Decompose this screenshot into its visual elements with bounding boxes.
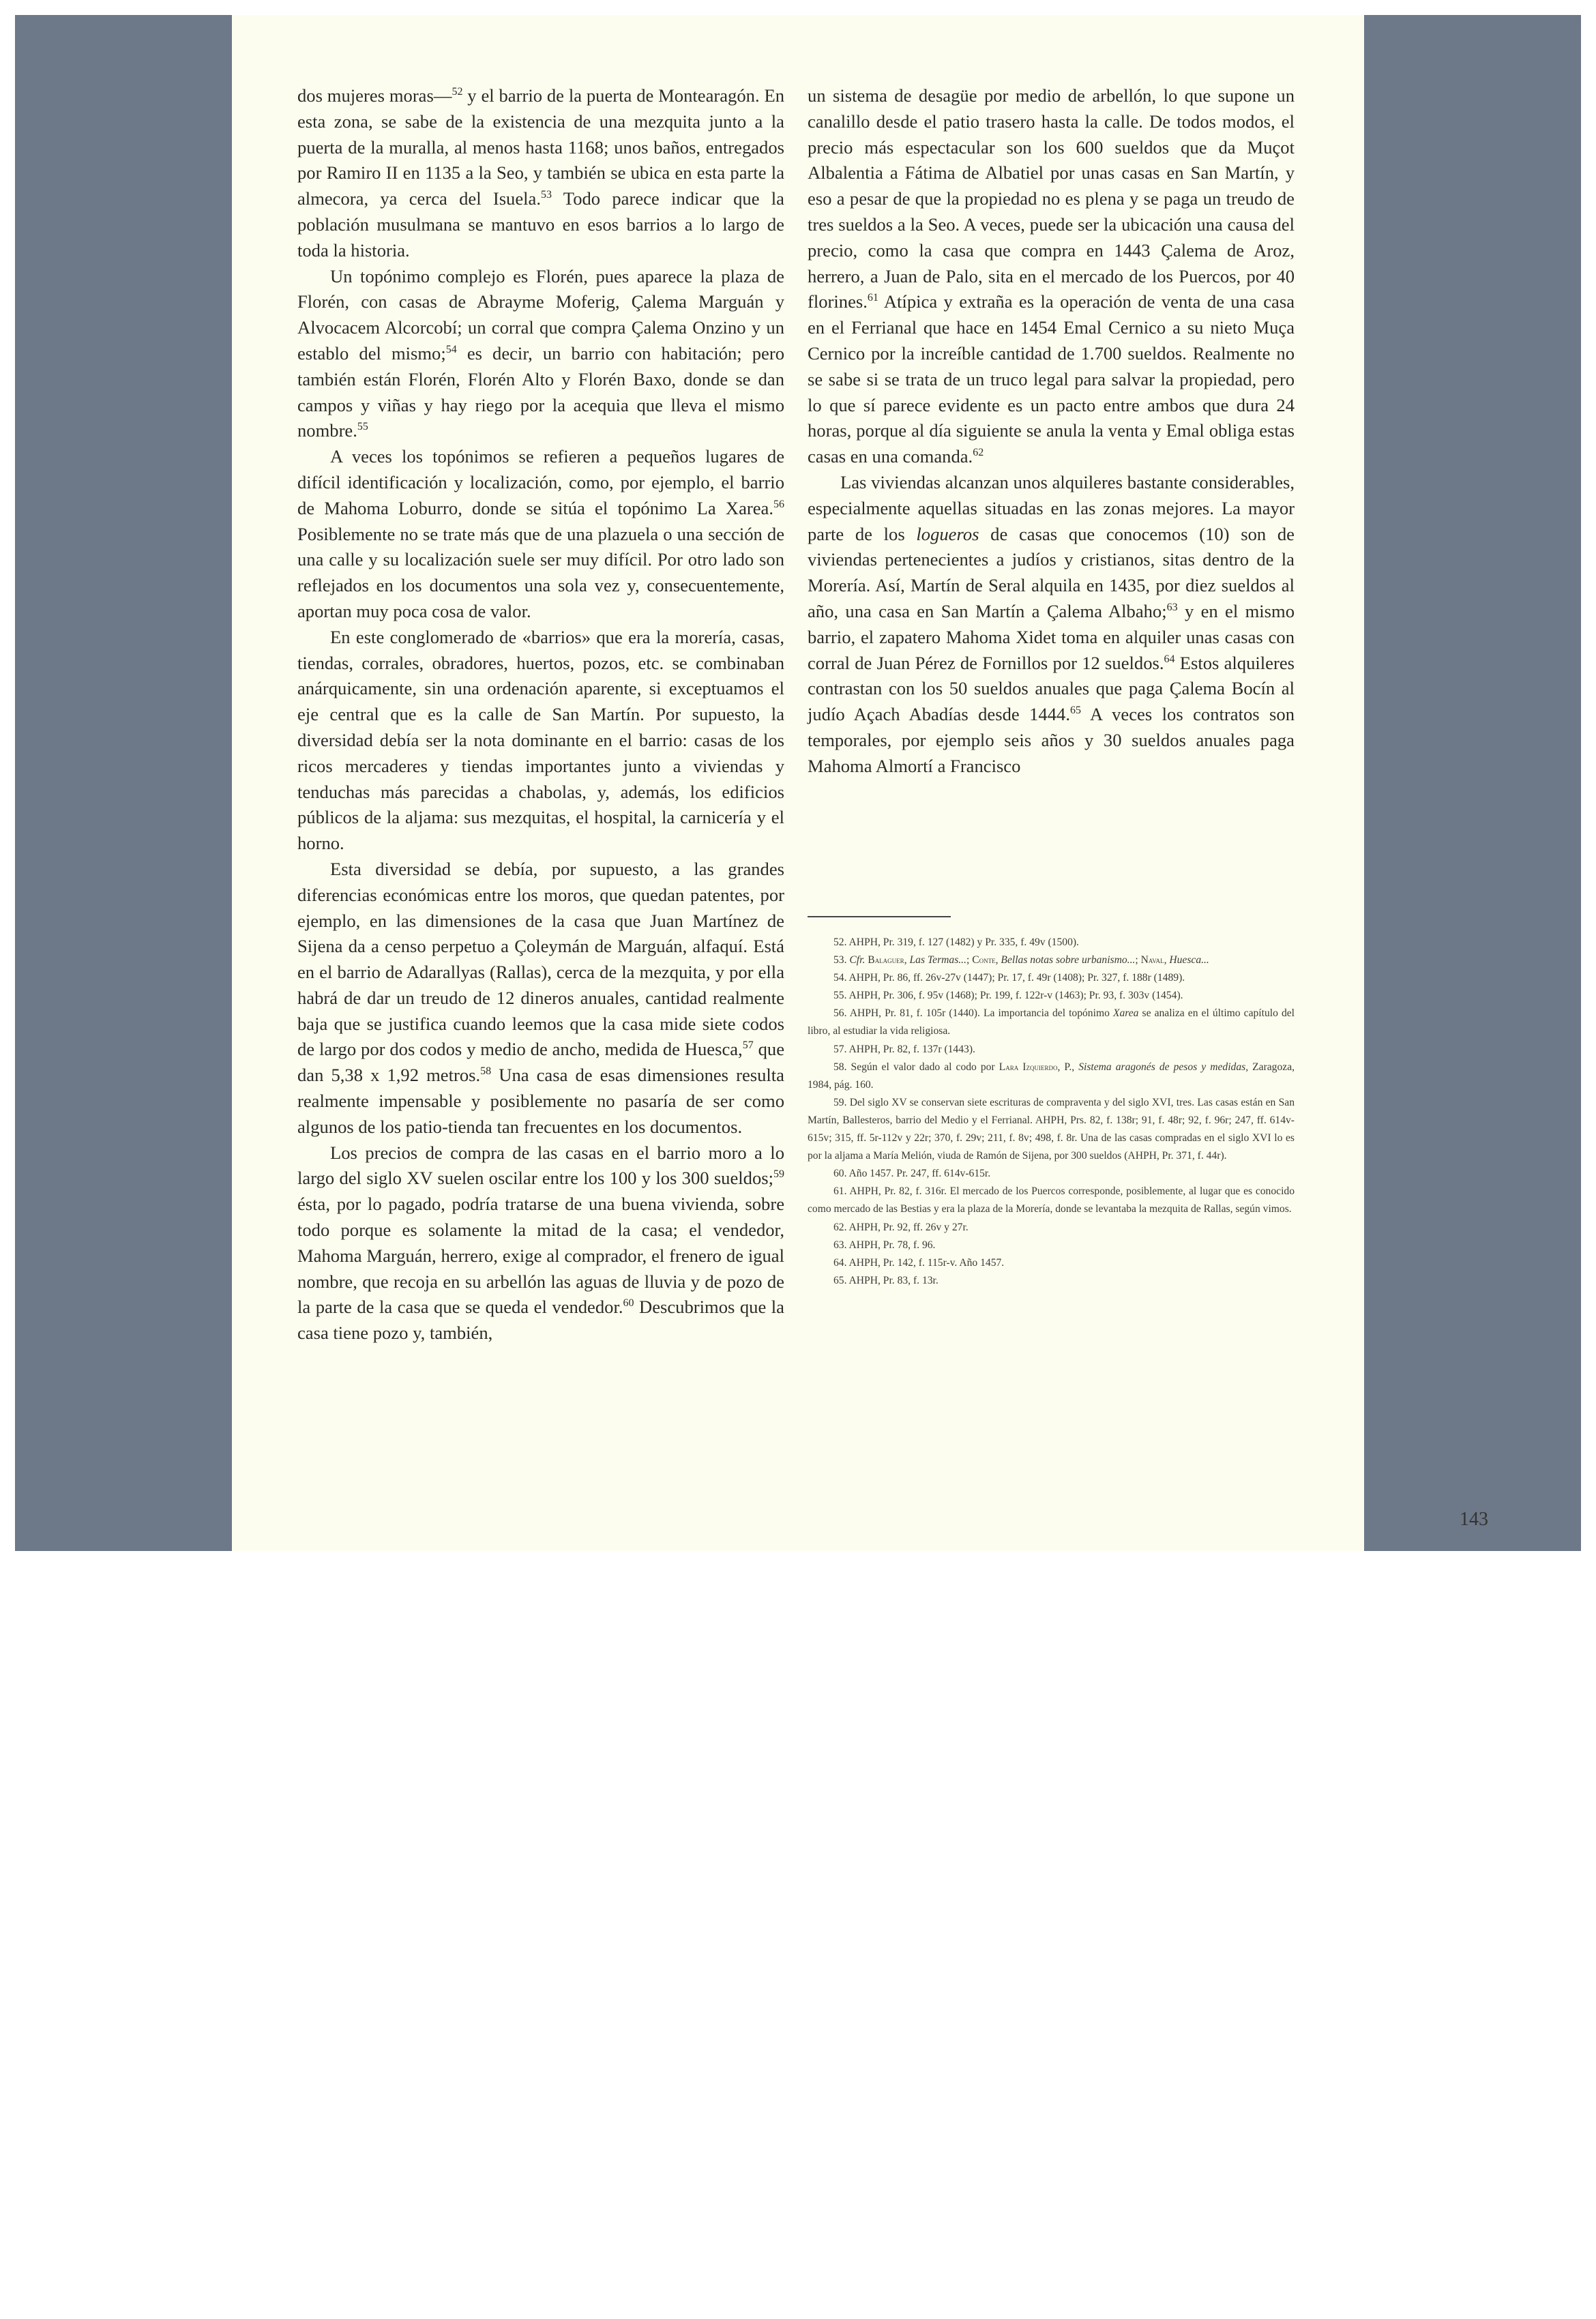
footnote — [808, 987, 1295, 1005]
text-run: 52. AHPH, Pr. 319, f. 127 (1482) y Pr. 335, f. 49v (1500). — [833, 936, 1079, 948]
text-run: 61. AHPH, Pr. 82, f. 316r. El mercado de los Puercos corresponde, posiblemente, al lugar que es conocido como mercado de las Bestias y era la plaza de la Morería, donde se levantaba la mezquita de Rallas, según vimos. — [808, 1185, 1295, 1215]
text-run: 57. AHPH, Pr. 82, f. 137r (1443). — [833, 1043, 975, 1055]
footnote-ref: 56 — [773, 498, 784, 510]
footnote — [808, 1237, 1295, 1254]
book-page — [232, 15, 1488, 1551]
text-run: Estos alquileres contrastan con los 50 sueldos anuales que paga Çalema Bocín al judío Açach Abadías desde 1444. — [808, 652, 1295, 725]
text-run: 64. AHPH, Pr. 142, f. 115r-v. Año 1457. — [833, 1256, 1005, 1269]
text-run: Las viviendas alcanzan unos alquileres bastante considerables, especialmente aquellas situadas en las zonas mejores. La mayor parte de los — [808, 471, 1295, 544]
footnote — [808, 1272, 1295, 1290]
text-run: Una casa de esas dimensiones resulta realmente impensable y posiblemente no pasaría de ser como algunos de los patio-tienda tan frecuentes en los documentos. — [297, 1065, 784, 1137]
footnote — [808, 1219, 1295, 1237]
right-column-paragraph — [808, 83, 1295, 470]
text-run: Atípica y extraña es la operación de venta de una casa en el Ferrianal que hace en 1454 Emal Cernico a su nieto Muça Cernico por la increíble cantidad de 1.700 sueldos. Realmente no se sabe si se trata de un truco legal para salvar la propiedad, pero lo que sí parece evidente es un pacto entre ambos que dura 24 horas, porque al día siguiente se anula la venta y Emal obliga estas casas en una comanda. — [808, 291, 1295, 467]
text-run: B — [865, 954, 875, 966]
text-run: , — [904, 954, 910, 966]
text-run: un sistema de desagüe por medio de arbellón, lo que supone un canalillo desde el patio trasero hasta la calle. De todos modos, el precio más espectacular son los 600 sueldos que da Muçot Albalentia a Fátima de Albatiel por unas casas en San Martín, y eso a pesar de que la propiedad no es plena y se paga un treudo de tres sueldos a la Seo. A veces, puede ser la ubicación una causa del precio, como la casa que compra en 1443 Çalema de Aroz, herrero, a Juan de Palo, sita en el mercado de los Puercos, por 40 florines. — [808, 85, 1295, 312]
small-caps-text: zquierdo — [1026, 1061, 1058, 1072]
text-run: , — [995, 954, 1001, 966]
left-column-paragraph — [297, 625, 784, 857]
footnote — [808, 969, 1295, 987]
text-run: A veces los contratos son temporales, por ejemplo seis años y 30 sueldos anuales paga Mahoma Almortí a Francisco — [808, 704, 1295, 776]
footnote — [808, 1094, 1295, 1165]
small-caps-text: onte — [979, 955, 996, 966]
left-column-paragraph — [297, 264, 784, 445]
text-run: 62. AHPH, Pr. 92, ff. 26v y 27r. — [833, 1221, 969, 1233]
small-caps-text: aval — [1148, 955, 1164, 966]
text-run: se analiza en el último capítulo del libro, al estudiar la vida religiosa. — [808, 1007, 1295, 1037]
text-run: 55. AHPH, Pr. 306, f. 95v (1468); Pr. 199, f. 122r-v (1463); Pr. 93, f. 303v (1454). — [833, 990, 1183, 1002]
footnote — [808, 951, 1295, 969]
small-caps-text: ara — [1005, 1061, 1019, 1072]
text-run: En este conglomerado de «barrios» que era la morería, casas, tiendas, corrales, obradores, huertos, pozos, etc. se combinaban anárquicamente, sin una ordenación aparente, si exceptuamos el eje central que es la calle de San Martín. Por supuesto, la diversidad debía ser la nota dominante en el barrio: casas de los ricos mercaderes y tiendas importantes junto a viviendas y tenduchas más parecidas a chabolas, y, además, los edificios públicos de la aljama: sus mezquitas, el hospital, la carnicería y el horno. — [297, 626, 784, 854]
footnote-ref: 62 — [973, 447, 984, 459]
text-run: , Zaragoza, 1984, pág. 160. — [808, 1061, 1295, 1091]
italic-text: Las Termas... — [909, 954, 966, 966]
text-run: 63. AHPH, Pr. 78, f. 96. — [833, 1239, 936, 1251]
italic-text: Huesca... — [1169, 954, 1209, 966]
text-run: es decir, un barrio con habitación; pero también están Florén, Florén Alto y Florén Baxo, donde se dan campos y viñas y hay riego por la acequia que lleva el mismo nombre. — [297, 342, 784, 441]
text-run: que dan 5,38 x 1,92 metros. — [297, 1039, 784, 1086]
text-run: Un topónimo complejo es Florén, pues aparece la plaza de Florén, con casas de Abrayme Moferig, Çalema Marguán y Alvocacem Alcorcobí; un corral que compra Çalema Onzino y un establo del mismo; — [297, 265, 784, 364]
text-run: , — [1164, 954, 1170, 966]
left-column-paragraph — [297, 857, 784, 1140]
footnote-ref: 65 — [1069, 705, 1081, 717]
italic-text: Xarea — [1112, 1007, 1139, 1020]
text-run: Todo parece indicar que la población musulmana se mantuvo en esos barrios a lo largo de toda la historia. — [297, 188, 784, 261]
text-run: Esta diversidad se debía, por supuesto, a las grandes diferencias económicas entre los moros, que quedan patentes, por ejemplo, en las dimensiones de la casa que Juan Martínez de Sijena da a censo perpetuo a Çoleymán de Marguán, alfaquí. Está en el barrio de Adarallyas (Rallas), cerca de la mezquita, y por ella habrá de dar un treudo de 12 dineros anuales, cantidad realmente baja que se justifica cuando leemos que la casa mide siete codos de largo por dos codos y medio de ancho, medida de Huesca, — [297, 858, 784, 1060]
footnote-ref: 60 — [623, 1297, 634, 1310]
text-run: , P., — [1057, 1061, 1079, 1073]
text-run: 59. Del siglo XV se conservan siete escrituras de compraventa y del siglo XVI, tres. Las casas están en San Martín, Ballesteros, barrio del Medio y el Ferrianal. AHPH, Prs. 82, f. 138r; 91, f. 48r; 92, f. 96r; 247, ff. 614v-615v; 315, ff. 5r-112v y 22r; 370, f. 29v; 211, f. 8v; 498, f. 8r. Una de las casas compradas en el siglo XVI lo es por la aljama a María Melión, viuda de Ramón de Sijena, por 300 sueldos (AHPH, Pr. 371, f. 44r). — [808, 1096, 1295, 1162]
text-run: 56. AHPH, Pr. 81, f. 105r (1440). La importancia del topónimo — [833, 1007, 1113, 1020]
text-run: ; C — [966, 954, 979, 966]
footnote-ref: 57 — [742, 1039, 754, 1052]
footnote-ref: 64 — [1164, 653, 1175, 665]
text-run: ; N — [1135, 954, 1149, 966]
footnote — [808, 1254, 1295, 1272]
text-run: 54. AHPH, Pr. 86, ff. 26v-27v (1447); Pr. 17, f. 49r (1408); Pr. 327, f. 188r (1489). — [833, 972, 1185, 984]
footnote-ref: 58 — [480, 1065, 492, 1078]
footnote-ref: 61 — [867, 292, 878, 304]
text-run: A veces los topónimos se refieren a pequeños lugares de difícil identificación y localización, como, por ejemplo, el barrio de Mahoma Loburro, donde se sitúa el topónimo La Xarea. — [297, 446, 784, 518]
text-run: Descubrimos que la casa tiene pozo y, también, — [297, 1297, 784, 1344]
footnote — [808, 1041, 1295, 1059]
footnote — [808, 934, 1295, 951]
footnotes — [808, 934, 1295, 1290]
footnote-ref: 53 — [541, 189, 552, 201]
footnote — [808, 1165, 1295, 1183]
text-run: y en el mismo barrio, el zapatero Mahoma Xidet toma en alquiler unas casas con corral de Juan Pérez de Fornillos por 12 sueldos. — [808, 600, 1295, 673]
text-run: ésta, por lo pagado, podría tratarse de una buena vivienda, sobre todo porque es solamente la mitad de la casa; el vendedor, Mahoma Marguán, herrero, exige al comprador, el frenero de igual nombre, que recoja en su arbellón las aguas de lluvia y de pozo de la parte de la casa que se queda el vendedor. — [297, 1194, 784, 1318]
italic-text: Cfr. — [849, 954, 866, 966]
footnote — [808, 1183, 1295, 1218]
left-text-column — [297, 83, 784, 1346]
text-run: 53. — [833, 954, 850, 966]
text-run: dos mujeres moras— — [297, 85, 452, 106]
text-run: Posiblemente no se trate más que de una plazuela o una sección de una calle y su localización suele ser muy difícil. Por otro lado son reflejados en los documentos una sola vez y, consecuentemente, aportan muy poca cosa de valor. — [297, 523, 784, 621]
footnote-ref: 54 — [445, 344, 457, 356]
text-run: 60. Año 1457. Pr. 247, ff. 614v-615r. — [833, 1168, 991, 1180]
small-caps-text: alaguer — [874, 955, 904, 966]
footnote — [808, 1059, 1295, 1094]
italic-text: Bellas notas sobre urbanismo... — [1001, 954, 1136, 966]
page-number: 143 — [1460, 1509, 1488, 1530]
left-column-paragraph — [297, 83, 784, 264]
text-run: I — [1018, 1061, 1026, 1073]
text-run: Los precios de compra de las casas en el barrio moro a lo largo del siglo XV suelen oscilar entre los 100 y los 300 sueldos; — [297, 1142, 784, 1189]
italic-text: Sistema aragonés de pesos y medidas — [1078, 1061, 1246, 1073]
right-text-column — [808, 83, 1295, 780]
italic-text: logueros — [916, 523, 979, 544]
footnote-ref: 63 — [1166, 602, 1178, 614]
footnote-ref: 52 — [452, 86, 463, 98]
text-run: 58. Según el valor dado al codo por L — [833, 1061, 1006, 1073]
left-column-paragraph — [297, 444, 784, 625]
footnote — [808, 1005, 1295, 1040]
left-column-paragraph — [297, 1140, 784, 1346]
footnote-separator — [808, 916, 951, 917]
text-run: de casas que conocemos (10) son de viviendas pertenecientes a judíos y cristianos, sitas dentro de la Morería. Así, Martín de Seral alquila en 1435, por diez sueldos al año, una casa en San Martín a Çalema Albaho; — [808, 523, 1295, 621]
footnote-ref: 55 — [357, 421, 368, 433]
text-run: y el barrio de la puerta de Montearagón. En esta zona, se sabe de la existencia de una mezquita junto a la puerta de la muralla, al menos hasta 1168; unos baños, entregados por Ramiro II en 1135 a la Seo, y también se ubica en esta parte la almecora, ya cerca del Isuela. — [297, 85, 784, 209]
right-column-paragraph — [808, 470, 1295, 780]
text-run: 65. AHPH, Pr. 83, f. 13r. — [833, 1274, 939, 1286]
footnote-ref: 59 — [773, 1168, 784, 1181]
